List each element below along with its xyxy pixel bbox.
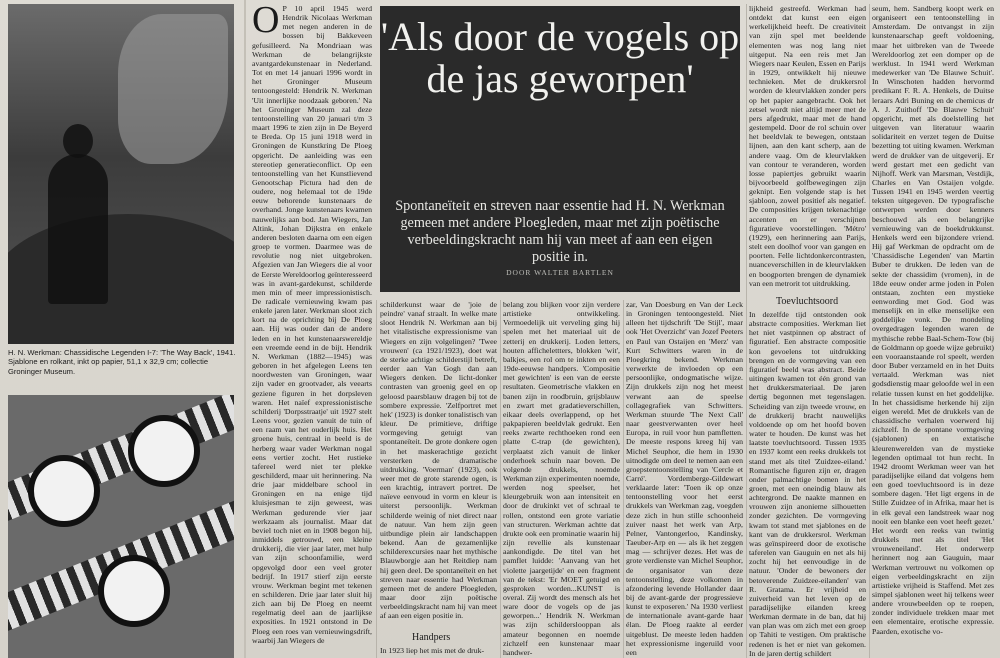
article-column-5: lijkheid gestreefd. Werkman had ontdekt dat kunst een eigen werkelijkheid heeft. De creativiteit van zijn spel met beeldende elementen was nog lang niet uitgeput. Na een reis met Jan Wiegers naar Keulen, Essen en Parijs in 1929, ontwikkelt hij nieuwe technieken. Met de drukkersrol worden de kleurvlakken zonder pers op het papier aangebracht. Ook het zetsel wordt niet altijd meer met de pers afgedrukt, maar met de hand gestempeld. Door de rol schuin over het beeldvlak te bewegen, ontstaan lijnen, aan den kant scherp, aan de andere vaag. Om de kleurvlakken van contour te veranderen, worden losse papiertjes gebruikt waarin bijvoorbeeld golfbewegingen zijn geknipt. Een volgende stap is het sjabloon, zowel positief als negatief. De composities krijgen tekenachtige accenten en er verschijnen figuratieve voorstellingen. 'Métro' (1929), een herinnering aan Parijs, stelt een doolhof voor van gangen en poorten. Felle lichtdonkercontrasten, nuanceverschillen in de kleurvlakken en boogporten brengen de dynamiek van een metrorit tot uitdrukking. <box>749 4 866 288</box>
image-caption: H. N. Werkman: Chassidische Legenden I-7: 'The Way Back', 1941. Sjablone en rolkant, inkt op papier, 51,1 x 32,9 cm; collectie Groninger Museum. <box>8 348 236 376</box>
werkman-print-image-abstract <box>8 395 234 658</box>
article-column-3: belang zou blijken voor zijn verdere artistieke ontwikkeling. Vermoedelijk uit verveling ging hij spelen met het materiaal uit de zetterij en drukkerij. Loden letters, houten affichelettters, blokken 'wit', balkjes, een rol om te inkten en een 19de-eeuwse handpers. 'Compositie met gewichten' is een van de eerste resultaten. Geometrische vlakken en banen zijn in roodbruin, grijsblauw en zwart met gradatieverschillen, eikaar deels overlappend, op het pakpapieren beeldvlak gedrukt. Een reeks zwarte rechthoeken rond een platte C-trap (de gewichten), verplaatst zich vanuit de linker onderhoek schuin naar boven. De volgende drukkels, noemde Werkman zijn experimenten noemde, werden nog speelser, het kleurgebruik won aan intensiteit en door de drukinkt vet of schraal te rollen, ontstond een grote variatie van structuren. Werkman achtte dat drukte ook een prominatie waarin hij zijn revellie als kunstenaar aankondigde. De titel van het pamflet luidde: 'Aanvang van het violette jaargetijde' en een fragment van de tekst: 'Er MOET getuigd en gesproken worden...KUNST is overal. Zij wordt des mensch als het ware door de vogels op de jas geworpen...' Hendrik N. Werkman was zijn schilderslooppan als amateur begonnen en noemde zichzelf een kunstenaar maar handwer- <box>503 300 620 657</box>
article-column-6: seum, hem. Sandberg koopt werk en organiseert een tentoonstelling in Amsterdam. De ontvangst in zijn kunstenaarschap geeft voldoening, maar het uitbreken van de Tweede Wereldoorlog zet een domper op de werklust. In 1941 werd Werkman medewerker van 'De Blauwe Schuit'. In Winschoten hadden hervormd predikant F. R. A. Henkels, de Duitse leraars Adri Buning en de chemicus dr A. J. Zuithoff 'De Blauwe Schuit' opgericht, met als doelstelling het uitgeven van literatuur waarin solidariteit en verzet tegen de Duitse bezetting tot uiting kwamen. Werkman werd de drukker van de uitgeverij. Er werd gestart met een gedicht van Nijhoff. Werk van Marsman, Vestdijk, Charles en Van Ostaijen volgde. Tussen 1941 en 1945 werden veertig teksten uitgegeven. De typografische ontwerpen werden door kenners beschouwd als een belangrijke vernieuwing van de boekdrukkunst. Henkels werd een bijzondere vriend. Hij gaf Werkman de opdracht om de 'Chassidische Legenden' van Martin Buber te drukken. De leden van de sekte der chassidim (vromen), in de 18de eeuw onder arme joden in Polen ontstaan, zochten een mystieke eenwording met God. God was menselijk en in elke menselijke een goddelijke vonk. De mondeling overgedragen legenden waren de mythische rebbe Baal-Schem-Tow (bij de Goldmann op goede wijze gebruikt) een vooraanstaande rol speelt, werden door Buber verzameld en in het Duits vertaald. Werkman was niet godsdienstig maar geloofde wel in een relatie tussen kunst en het goddelijke. In het chassidisme herkende hij zijn eigen wereld. Met de drukkels van de chassidische verhalen voerwerd hij zichzelf. In de spontane vormgeving (sjablonen) en extatische kleurenwerelden van de mystieke legenden optimaal tot hun recht. In 1942 droomt Werkman weer van het paradijselijke eiland dat volgens hem een goed toevluchtsoord is in deze sombere dagen. 'Het ligt ergens in de Stille Zuidzee of in Afrika, maar het is in elk geval een landstreek waar nog nooit een blanke een voet heeft gezet.' Het wordt een reeks van twintig drukkels met als titel 'Het vrouweneiland'. Het onderwerp herinnert nog aan Gauguin, maar Werkman vertrouwt nu volkomen op eigen verbeeldingskracht en zijn artistieke vrijheid is Staffend. Met zes simpel sjablonen weet hij telkens weer andere vrouwbeelden op te roepen, zonder individuele trekken maar met een elementaire, erotische expressie. Paarden, exotische vo- <box>872 4 994 636</box>
image-disc-shape <box>28 455 100 527</box>
article-column-4: zar, Van Doesburg en Van der Leck in Groningen tentoongesteld. Niet alleen het tijdschrift 'De Stijl', maar ook 'Het Overzicht' van Jozef Peeters en Paul van Ostaijen en 'Merz' van Kurt Schwitters waren in de Ploegkring bekend. Werkman verwerkte de invloeden op een persoonlijke, ondogmatische wijze. Zijn drukkels zijn nog het meest verwant aan de speelse collagegrafiek van Schwitters. Werkman stuurde 'The Next Call' naar geestverwanten over heel Europa, in ruil voor hun pamfletten. De meeste respons kreeg hij van Michel Seuphor, die hem in 1930 uitnodigde om deel te nemen aan een groepstentoonstelling van 'Cercle et Carré'. Vordemberge-Gildewart verklaarde later: 'Toen ik op onze tentoonstelling voor het eerst drukkels van Werkman zag, voegden deze zich in hun stille schoonheid zuiver naast het werk van Arp, Pelner, Vantongerloo, Kandinsky, Taeuber-Arp en — als ik het zeggen mag — schrijver dezes. Het was de grote verdienste van Michel Seuphor, de organisator van deze tentoonstelling, deze volkomen in afzondering levende Hollander daar bij de avant-garde der progressieve kunst te exposeren.' Na 1930 verliest de internationale avant-garde haar élan. De Ploeg raakte al eerder uitgeblust. De meeste leden hadden het expressionisme ingeruild voor een <box>626 300 743 657</box>
article-intro: Spontaneïteit en streven naar essentie had H. N. Werkman gemeen met andere Ploegleden, maar met zijn poëtische verbeeldingskracht nam hij van meet af aan een eigen positie in. <box>395 198 725 265</box>
image-highlight-shape <box>118 14 228 164</box>
image-disc-shape <box>128 415 200 487</box>
page-fold <box>244 0 246 658</box>
drop-cap: O <box>252 4 280 41</box>
column-rule <box>500 300 501 658</box>
image-disc-shape <box>98 555 170 627</box>
article-column-2: schilderkunst waar de 'joie de peindre' vanaf straalt. In welke mate sloot Hendrik N. Werkman aan bij het vitalistische expressionisme van Wiegers en zijn volgelingen? 'Twee vrouwen' (ca 1921/1923), doet wat de sterke achtige schilderstijl betreft, eerder aan Van Gogh dan aan Wiegers denken. De licht-donker contrasten van groenig geel en op geloosd paarsblauw dragen bij tot de sombere expressie. 'Zelfportret met hek' (1923) is donker tonalistisch van kleur. De primitieve, driftige vormgeving getuigt van spontaneïteit. De grote donkere ogen in het maskerachtige gezicht versterken de dramatische uitdrukking. 'Voerman' (1923), ook weer met de grote starende ogen, is een krachtig, intravert portret. De naïeve eenvoud in vorm en kleur is uiterst persoonlijk. Werkman schilderde weinig of niet direct naar de natuur. Van hem zijn geen uitbundige plein air landschappen bekend. Aan de gezamenlijke schilderexcursies naar het mythische Blauwborgje aan het Reitdiep nam hij geen deel. De spontaneïteit en het streven naar essentie had Werkman gemeen met de andere Ploegleden, maar door zijn poëtische verbeeldingskracht nam hij van meet af aan een eigen positie in. <box>380 300 497 621</box>
article-column-5-tail: In dezelfde tijd ontstonden ook abstracte composities. Werkman liet het niet vastpinnen op abstract of figuratief. Een abstracte compositie kon gevoelens tot uitdrukking brengen en de vormgeving van een figuratief beeld was abstract. Beide uitingen kwamen tot één grond van het drukkersmateriaal. De jaren dertig begonnen met tegenslagen. Scheiding van zijn tweede vrouw, en de drukkerij bracht nauwelijks voldoende op om het hoofd boven water te houden. De kunst was het laatste toevluchtsoord. Tussen 1935 en 1937 komt een reeks drukkels tot stand met als titel 'Zuidzee-eiland.' Romantische figuren zijn er, dragen onder palmachtige bomen in het groen, met een oneindig blauw als achtergrond. De naakte mannen en vrouwen zijn anonieme silhouetten zonder gezichten. De vormgeving kwam tot stand met sjablones en de kant van de drukkersrol. Werkman was geïnspireerd door de exotische taferelen van Gauguin en net als hij zocht hij het eenvoudige in de natuur. 'Onder de bewoners der betoverende Zuidzee-eilanden' van R. Gratama. Er vrijheid en zuiverheid van het leven op de paradijselijke eilanden kreeg Werkman dermate in de ban, dat hij van plan was om zich met een groep op Tahiti te vestigen. Om praktische redenen is het er niet van gekomen. In de jaren dertig schildert <box>749 310 866 658</box>
image-figure-head <box>63 124 93 158</box>
column-rule <box>746 4 747 658</box>
article-column-1 <box>252 4 372 658</box>
image-figure-body <box>48 154 108 304</box>
column-rule <box>376 300 377 658</box>
subhead-toevluchtsoord: Toevluchtsoord <box>776 296 839 307</box>
column-rule <box>869 4 870 658</box>
article-title: 'Als door de vogels op de jas geworpen' <box>380 14 740 101</box>
image-hill-shape <box>8 214 234 344</box>
column-1-text: P 10 april 1945 werd Hendrik Nicolaas Werkman met negen anderen in de bossen bij Bakkeveen gefusilleerd. Na Mondriaan was Werkman de belangrijkste avantgardekunstenaar in Nederland. Tot en met 14 januari 1996 wordt in het Groninger Museum tentoongesteld: Hendrik N. Werkman 'Uit innerlijke noodzaak geboren.' Na het Groninger Museum zal deze tentoonstelling van 20 januari t/m 3 maart 1996 te zien zijn in De Beyerd te Breda. Op 15 juni 1918 werd in Groningen de Kunstkring De Ploeg opgericht. De aanleiding was een stereotiep generatieconflict. Op een tentoonstelling van het Kunstlievend Genootschap Pictura had den de oudere, nog helemaal tot de 19de eeuw behorende kunstenaars de overhand. Jonge kunstenaars kwamen nauwelijks aan bod. Jan Wiegers, Jan Altink, Johan Dijkstra en enkele anderen besloten daarna om een eigen groep te vormen. Daarmee was de revolutie nog niet uitgebroken. Afgezien van Jan Wiegers die al voor de Eerste Wereldoorlog geïnteresseerd was in avant-gardekunst, schilderde men min of meer impressionistisch. De radicale vernieuwing kwam pas enkele jaren later. Werkman sloot zich kort na de oprichting bij De Ploeg aan. Hij was ouder dan de andere leden en in het kunstenaarswereldje een vreemde eend in de bijt. Hendrik N. Werkman (1882—1945) was geboren in het afgelegen Leens ten noordwesten van Groningen, waar zijn vader en grootvader, als veearts geziene figuren in het dorpsleven waren. Het naïef expressionistische schilderij 'Dorpsstraatje' uit 1927 stelt Leens voor, gezien vanuit de tuin of een raam van het ouderlijk huis. Het groene huis, centraal in beeld is de herberg waar vader Werkman nogal eens vertier zocht. Het rustieke tafereel werd niet ter plekke geschilderd, maar uit herinnering. Na drie jaar middelbare school in Groningen en na enige tijd kluisjesman te zijn geweest, was Werkman gedurende vier jaar werkzaam als journalist. Maar dat beviel toch niet en in 1908 begon hij, inmiddels getrouwd, een kleine drukkerij, die vier jaar later, met hulp van zijn schoonfamilie, werd opgevolgd door een veel groter bedrijf. In 1917 stierf zijn eerste vrouw. Werkman begint met tekenen en schilderen. Drie jaar later sluit hij zich aan bij De Ploeg en neemt regelmatig deel aan de jaarlijkse exposities. In 1921 ontstond in De Ploeg een roes van vernieuwingsdrift, waarbij Jan Wiegers de <box>252 4 372 645</box>
headline-block <box>380 6 740 292</box>
werkman-print-image-the-way-back <box>8 4 234 344</box>
subhead-handpers: Handpers <box>412 632 451 643</box>
article-byline: DOOR WALTER BARTLEN <box>506 268 614 277</box>
column-rule <box>623 300 624 658</box>
article-column-2-tail: In 1923 liep het mis met de druk- <box>380 646 485 655</box>
